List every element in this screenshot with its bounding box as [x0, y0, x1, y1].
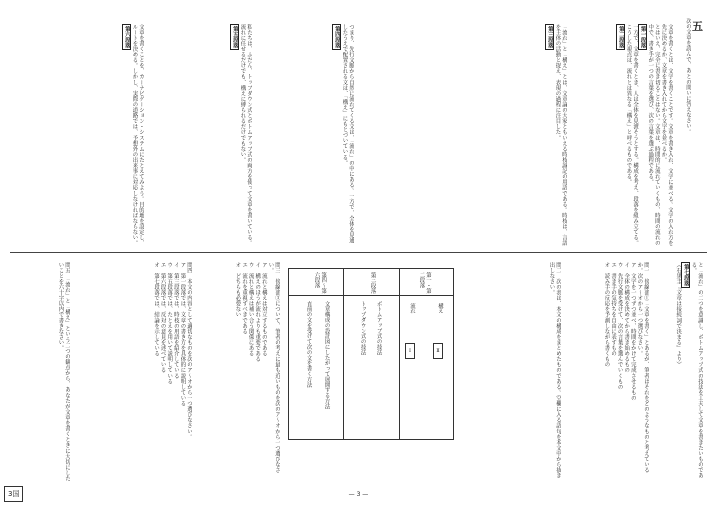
question-3-option-o[interactable]: オ どちらも必要ない [234, 262, 241, 318]
passage-paragraph-1: 文章を書くとは、文字を書くことです。文章を書き入れ、文字に並べる。文字の入れ方を先に決めるか、文章を書き入れてから文字を並べるか。 [660, 24, 673, 246]
passage-continuation: と「流れ」の二つを意識し、ボトムアップ式の技法を工夫して文章を書きたいものである。 第七段落 （石黒圭『文章は接続詞で決まる』より） [655, 262, 703, 482]
table-header-2: 第三段落 [369, 272, 376, 294]
table-col-divider [399, 269, 400, 439]
question-1-option-o[interactable]: オ 読み手の反応を予測しながら書くもの [603, 262, 610, 368]
table-cell-top-down: トップダウン式の技法 [359, 301, 366, 355]
structure-table [288, 268, 454, 440]
question-3-option-i[interactable]: イ 構えのほうが流れよりも重要である [254, 262, 261, 362]
question-4-option-u[interactable]: ウ 第五段落では、たとえを用いて説明している [166, 262, 173, 385]
question-3-option-u[interactable]: ウ 流れと構えは補い合う関係にある [247, 262, 254, 357]
question-4 [76, 262, 192, 482]
question-3 [200, 262, 280, 482]
question-3-option-a[interactable]: ア 流れと構えは対立するものである [260, 262, 267, 357]
question-1-option-a[interactable]: ア 文字を一つずつ並べ、時間をかけて完成させるもの [629, 262, 636, 401]
answer-box-2[interactable]: Ⅱ [433, 343, 443, 359]
question-1-option-u[interactable]: ウ 先行文脈を受けて、次の言葉を選んでいくもの [616, 262, 623, 390]
passage-right [577, 24, 673, 248]
passage-paragraph-4: 「流れ」と「構え」とは、文章論の大家ともいえる時枝誠記の用語である。時枝は、言語を主体の活動と捉え、表現の過程に注目した。 [554, 24, 567, 246]
question-2-stem: 問二 次の表は、本文の構成をまとめたものである。空欄に入る語句を本文中から抜き出しなさい。 [548, 262, 561, 479]
paragraph-tag-2: 第二段落 [617, 26, 624, 49]
question-1-option-i[interactable]: イ 全体の構成を決めてから書き始めるもの [623, 262, 630, 373]
paragraph-tag-7: 第七段落 [682, 264, 689, 287]
table-cell-sequential: 直前の文を受けて次の文を書く方法 [305, 301, 312, 388]
passage-paragraph-5: つまり、先行文脈から自然に流れてくる文は、「流れ」の中にある。一方で、全体を見通したうえで配置される文は、「構え」にもとづいている。 [341, 24, 354, 244]
passage-mid-right [457, 24, 567, 248]
paragraph-tag-3: 第三段落 [546, 26, 553, 49]
table-label-stance: 構え [437, 303, 443, 314]
paragraph-tag-4: 第四段落 [333, 26, 340, 49]
section-number: 五 [692, 20, 703, 33]
paragraph-tag-6: 第六段落 [123, 26, 130, 49]
passage-paragraph-2: とはいえ、完全に書き切ることはない。文章は、時間的に流れていくもの、時間の流れの中で、書き手が一つの言葉を選び、次の言葉を選ぶ過程である。 [647, 24, 660, 246]
table-label-flow: 流れ [409, 303, 415, 314]
source-credit: （石黒圭『文章は接続詞で決まる』より） [675, 262, 682, 368]
table-header-1: 第一・第二段落 [418, 272, 431, 294]
question-4-option-o[interactable]: オ 第七段落では、結論を示している [153, 262, 160, 357]
passage-paragraph-6: 私たちは、ふだん、トップダウン式とボトムアップ式の両方を使って文章を書いている。流れに任せるだけでも、構えに縛られるだけでもない。 [239, 24, 252, 246]
intro-text: 次の文章を読んで、あとの問いに答えなさい。 [685, 18, 691, 135]
passage-center [260, 24, 354, 248]
question-4-option-i[interactable]: イ 第三段落では、時枝の用語を紹介している [172, 262, 179, 379]
question-3-option-e[interactable]: エ 流れを重視すべきである [241, 262, 248, 335]
table-header-3: 第四〜第六段落 [313, 272, 327, 294]
question-4-option-a[interactable]: ア 第一段落では、文章の書き方を具体的に説明している [179, 262, 186, 407]
question-5: 問五 「流れ」と「構え」という二つの観点から、あなたが文章を書くときに大切にしたいことを六十字以内で書きなさい。 [57, 262, 70, 482]
passage-paragraph-3: 一方で、文章を書くとき、人は全体を見渡そうとする。構成を考え、段落を組み立てる。こうした視点は、流れとは異なる「構え」と呼べるものである。 [625, 24, 639, 246]
question-1 [569, 262, 649, 482]
subject-code: 3国 [4, 486, 23, 502]
horizontal-divider [10, 252, 707, 253]
question-4-option-e[interactable]: エ 第六段落では、反対の意見を述べている [159, 262, 166, 373]
passage-mid-left [150, 24, 252, 248]
question-3-stem: 問三 傍線部③について、筆者の考えに最も近いものを次のア〜オから一つ選びなさい。 [267, 262, 280, 473]
paragraph-tag-5: 第五段落 [231, 26, 238, 49]
question-4-stem: 問四 本文の内容として適切なものを次のア〜オから一つ選びなさい。 [186, 262, 192, 440]
answer-box-1[interactable]: Ⅰ [405, 343, 415, 359]
table-cell-bottom-up: ボトムアップ式の技法 [375, 301, 382, 355]
passage-paragraph-7: 文章を書くことを、カーナビゲーション・システムにたとえてみよう。目的地を設定し、ルートを決める。しかし、実際の道路では、予想外の出来事に対応しなければならない。 [131, 24, 144, 246]
paragraph-tag-1: 第一段落 [639, 26, 646, 49]
passage-left [14, 24, 144, 248]
question-1-stem: 問一 傍線部①「文章を書く」とあるが、筆者はそれをどのようなものと考えているか。次のア〜オから一つ選びなさい。 [636, 262, 649, 473]
table-cell-design: 文章構成の設計図にしたがって展開する方法 [323, 301, 330, 409]
table-col-divider [343, 269, 344, 439]
question-1-option-e[interactable]: エ 書き手の気持ちを自由に表すもの [610, 262, 617, 357]
page-number: — 3 — [348, 491, 369, 498]
